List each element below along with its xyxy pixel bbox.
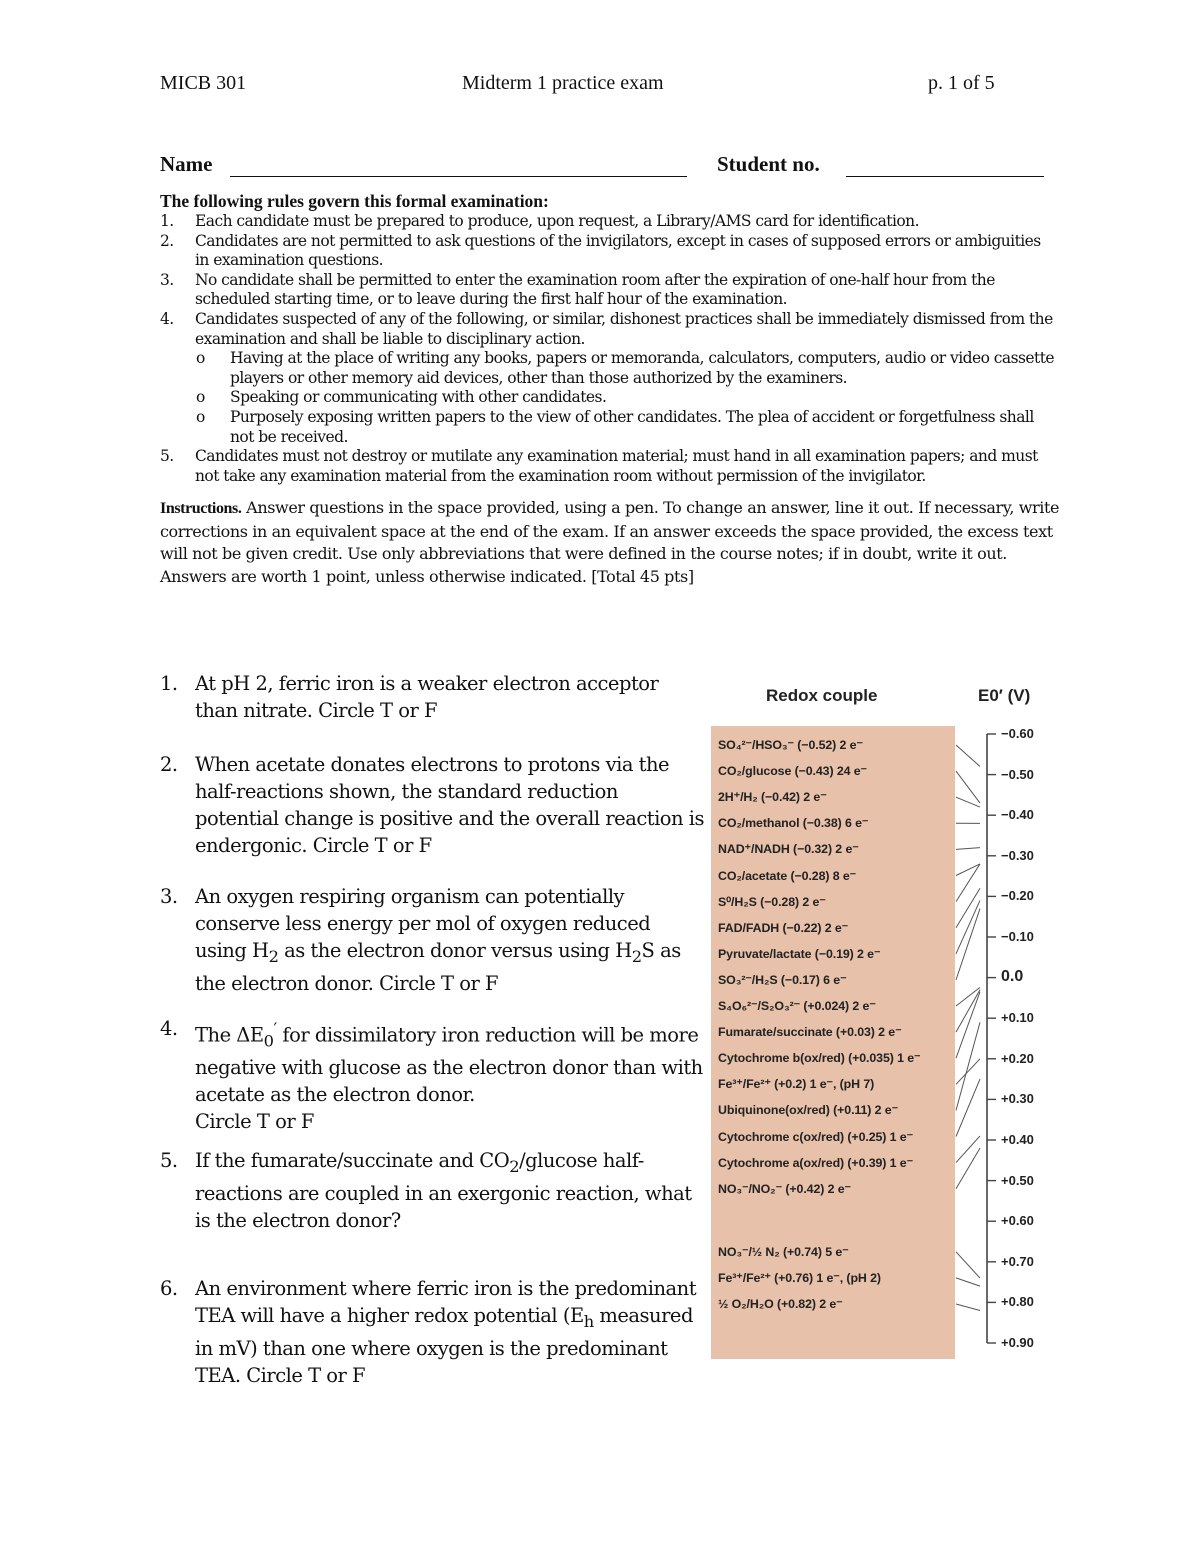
redox-couple: Cytochrome c(ox/red) (+0.25) 1 e⁻ bbox=[718, 1129, 914, 1144]
rule-item: 5. Candidates must not destroy or mutilate any examination material; must hand in all examination papers; and must not take any examination material from the examination room without permission of the invigilator. bbox=[160, 447, 1038, 485]
scale-tick-label: −0.30 bbox=[1001, 847, 1034, 863]
redox-couple: NO₃⁻/½ N₂ (+0.74) 5 e⁻ bbox=[718, 1244, 849, 1259]
question-3: 3. An oxygen respiring organism can potentially conserve less energy per mol of oxygen reduced using $H_2$ as the electron donor versus using $H_2S$ as the electron donor. Circle T or F bbox=[160, 885, 681, 995]
rule-subitem: o Purposely exposing written papers to the view of other candidates. The plea of accident or forgetfulness shall not be received. bbox=[196, 407, 1034, 446]
redox-couple: FAD/FADH (−0.22) 2 e⁻ bbox=[718, 920, 849, 935]
redox-couple: CO₂/acetate (−0.28) 8 e⁻ bbox=[718, 868, 857, 883]
redox-couple: CO₂/methanol (−0.38) 6 e⁻ bbox=[718, 816, 869, 831]
scale-tick-label: −0.20 bbox=[1001, 888, 1034, 904]
redox-couple: S₄O₆²⁻/S₂O₃²⁻ (+0.024) 2 e⁻ bbox=[718, 999, 876, 1013]
redox-couple: 2H⁺/H₂ (−0.42) 2 e⁻ bbox=[718, 790, 827, 805]
couple-connector bbox=[956, 1079, 980, 1136]
chart-axis-label: E0′ (V) bbox=[978, 686, 1031, 705]
name-blank[interactable] bbox=[230, 176, 687, 177]
question-1: 1. At pH 2, ferric iron is a weaker electron acceptor than nitrate. Circle T or F bbox=[160, 672, 659, 722]
scale-tick-label: +0.90 bbox=[1001, 1335, 1034, 1350]
course-code: MICB 301 bbox=[160, 72, 247, 94]
student-no-blank[interactable] bbox=[846, 176, 1044, 177]
rules-title: The following rules govern this formal examination: bbox=[160, 191, 549, 211]
redox-couple: SO₄²⁻/HSO₃⁻ (−0.52) 2 e⁻ bbox=[718, 738, 863, 752]
scale-tick-label: +0.30 bbox=[1001, 1091, 1034, 1107]
rule-item: 3. No candidate shall be permitted to enter the examination room after the expiration of one-half hour from the scheduled starting time, or to leave during the first half hour of the examination. bbox=[160, 270, 995, 309]
rule-item: 2. Candidates are not permitted to ask questions of the invigilators, except in cases of supposed errors or ambiguities in examination questions. bbox=[160, 231, 1041, 270]
page-number: p. 1 of 5 bbox=[928, 72, 995, 94]
scale-tick-label: 0.0 bbox=[1001, 967, 1024, 985]
question-2: 2. When acetate donates electrons to protons via the half-reactions shown, the standard reduction potential change is positive and the overall reaction is endergonic. Circle T or F bbox=[160, 753, 705, 857]
rule-subitem: o Having at the place of writing any books, papers or memoranda, calculators, computers, audio or video cassette players or other memory aid devices, other than those authorized by the examiners. bbox=[196, 349, 1055, 387]
couple-connector bbox=[956, 848, 980, 850]
name-row bbox=[160, 152, 1045, 182]
potential-scale bbox=[950, 720, 1020, 1370]
redox-couple: Pyruvate/lactate (−0.19) 2 e⁻ bbox=[718, 946, 881, 961]
couple-connector bbox=[956, 1304, 980, 1311]
couple-connector bbox=[956, 1278, 980, 1286]
scale-tick-label: +0.40 bbox=[1001, 1132, 1034, 1147]
chart-title: Redox couple bbox=[766, 686, 878, 705]
couple-connector bbox=[956, 1252, 980, 1278]
scale-tick-label: +0.50 bbox=[1001, 1172, 1034, 1188]
question-5: 5. If the fumarate/succinate and $CO_2$/glucose half-reactions are coupled in an exergonic reaction, what is the electron donor? bbox=[160, 1149, 692, 1232]
question-list bbox=[160, 670, 705, 1389]
scale-tick-label: +0.70 bbox=[1001, 1253, 1034, 1269]
instructions bbox=[160, 497, 1060, 588]
couple-connector bbox=[956, 1136, 980, 1163]
instructions-text: Answer questions in the space provided, using a pen. To change an answer, line it out. If necessary, write corrections in an equivalent space at the end of the exam. If an answer exceeds the space provided, the excess text will not be given credit. Use only abbreviations that were defined in the course notes; if in doubt, write it out. Answers are worth 1 point, unless otherwise indicated. [Total 45 pts] bbox=[160, 498, 1060, 586]
redox-couple: Ubiquinone(ox/red) (+0.11) 2 e⁻ bbox=[718, 1103, 899, 1118]
rules-list bbox=[160, 212, 1055, 486]
scale-tick-label: +0.10 bbox=[1001, 1010, 1034, 1026]
scale-tick-label: +0.60 bbox=[1001, 1213, 1034, 1229]
scale-tick-label: −0.60 bbox=[1001, 726, 1034, 741]
rule-item: 1. Each candidate must be prepared to produce, upon request, a Library/AMS card for identification. bbox=[160, 212, 919, 230]
redox-couple: Cytochrome a(ox/red) (+0.39) 1 e⁻ bbox=[718, 1155, 914, 1170]
exam-title: Midterm 1 practice exam bbox=[462, 72, 664, 94]
redox-couple: Cytochrome b(ox/red) (+0.035) 1 e⁻ bbox=[718, 1051, 921, 1066]
redox-couple: NAD⁺/NADH (−0.32) 2 e⁻ bbox=[718, 842, 859, 857]
redox-couple: S⁰/H₂S (−0.28) 2 e⁻ bbox=[718, 894, 826, 909]
name-label: Name bbox=[160, 152, 213, 176]
couple-connector bbox=[956, 1148, 980, 1189]
question-4: 4. The $\Delta E_0'$ for dissimilatory iron reduction will be more negative with glucose as the electron donor than with acetate as the electron donor. Circle T or F bbox=[160, 1017, 703, 1134]
redox-couple: Fumarate/succinate (+0.03) 2 e⁻ bbox=[718, 1025, 902, 1040]
rule-subitem: o Speaking or communicating with other candidates. bbox=[196, 388, 607, 407]
redox-couple: Fe³⁺/Fe²⁺ (+0.76) 1 e⁻, (pH 2) bbox=[718, 1270, 881, 1285]
couple-connector bbox=[956, 1022, 980, 1110]
couple-connector bbox=[956, 909, 980, 980]
scale-tick-label: −0.50 bbox=[1001, 766, 1034, 782]
scale-tick-label: −0.10 bbox=[1001, 929, 1034, 944]
question-6: 6. An environment where ferric iron is the predominant TEA will have a higher redox potential ($E_h$ measured in mV) than one where oxygen is the predominant TEA. Circle T or F bbox=[160, 1277, 697, 1387]
redox-couple: ½ O₂/H₂O (+0.82) 2 e⁻ bbox=[718, 1297, 843, 1311]
student-no-label: Student no. bbox=[717, 152, 820, 176]
redox-couple: CO₂/glucose (−0.43) 24 e⁻ bbox=[718, 764, 868, 779]
rule-item: 4. Candidates suspected of any of the following, or similar, dishonest practices shall be immediately dismissed from the examination and shall be liable to disciplinary action. bbox=[160, 309, 1053, 348]
instructions-label: Instructions. bbox=[160, 500, 242, 517]
scale-tick-label: −0.40 bbox=[1001, 807, 1034, 823]
redox-couple: NO₃⁻/NO₂⁻ (+0.42) 2 e⁻ bbox=[718, 1181, 851, 1196]
couple-connector bbox=[956, 745, 980, 766]
redox-couple: Fe³⁺/Fe²⁺ (+0.2) 1 e⁻, (pH 7) bbox=[718, 1077, 875, 1092]
scale-tick-label: +0.20 bbox=[1001, 1050, 1034, 1066]
scale-tick-label: +0.80 bbox=[1001, 1294, 1034, 1310]
couple-connector bbox=[956, 1059, 980, 1085]
redox-couple: SO₃²⁻/H₂S (−0.17) 6 e⁻ bbox=[718, 972, 847, 987]
